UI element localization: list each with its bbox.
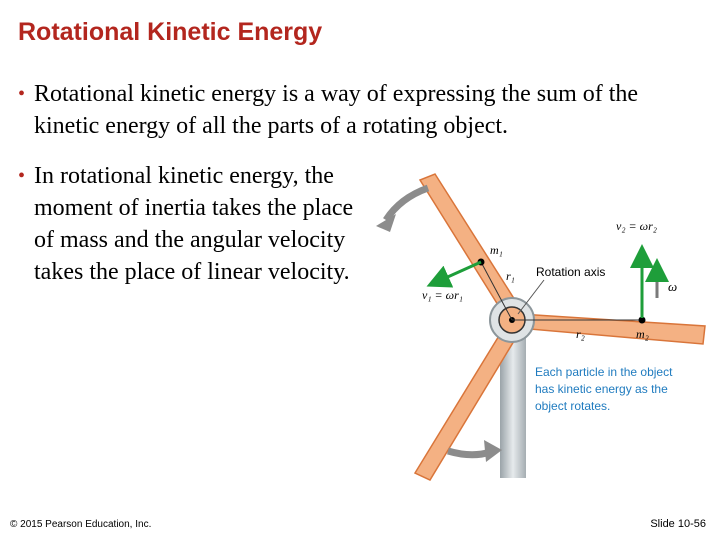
rotation-arrow-lower-icon <box>448 451 490 455</box>
copyright-credit: © 2015 Pearson Education, Inc. <box>10 519 152 530</box>
omega-label: ω <box>668 279 678 294</box>
caption-line-1: Each particle in the object <box>535 365 673 379</box>
rotation-arrowhead-lower-icon <box>484 440 502 462</box>
v1-arrow-icon <box>432 262 481 284</box>
blade-right <box>518 314 705 344</box>
slide-number: Slide 10-56 <box>650 518 706 530</box>
slide-title: Rotational Kinetic Energy <box>18 18 323 46</box>
v2-label: v₂ = ωr₂ <box>616 219 657 233</box>
bullet-marker: • <box>18 165 26 187</box>
axis-label: Rotation axis <box>536 265 606 279</box>
r2-label: r₂ <box>576 327 585 341</box>
bullet-1 <box>18 78 708 142</box>
wind-turbine-figure <box>360 168 720 488</box>
caption-line-2: has kinetic energy as the <box>535 382 668 396</box>
v1-label: v₁ = ωr₁ <box>422 288 463 302</box>
rotation-arrow-upper-icon <box>386 188 428 220</box>
m1-label: m₁ <box>490 243 503 257</box>
r1-label: r₁ <box>506 269 515 283</box>
bullet-2 <box>18 160 368 288</box>
bullet-marker: • <box>18 83 26 105</box>
bullet-1-text: Rotational kinetic energy is a way of expressing the sum of the kinetic energy of all the parts of a rotating object. <box>34 81 639 139</box>
caption-line-3: object rotates. <box>535 399 611 413</box>
bullet-2-text: In rotational kinetic energy, the moment of inertia takes the place of mass and the angular velocity takes the place of linear velocity. <box>34 163 354 285</box>
m2-label: m₂ <box>636 327 649 341</box>
